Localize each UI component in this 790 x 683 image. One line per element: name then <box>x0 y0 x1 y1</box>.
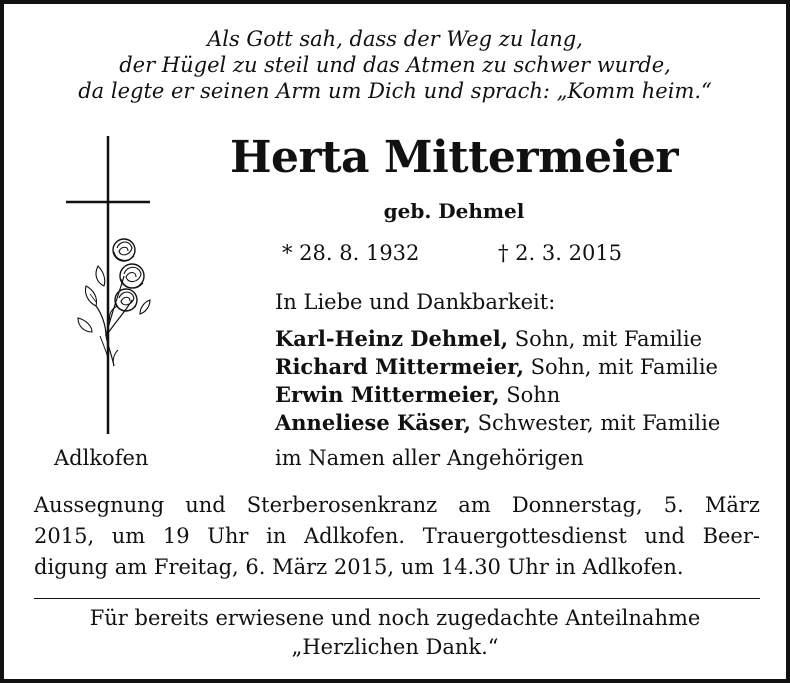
service-line-2: 2015, um 19 Uhr in Adlkofen. Trauergottesdienst und Beer- <box>34 524 760 548</box>
thanks-line-2: „Herzlichen Dank.“ <box>291 635 499 659</box>
verse <box>4 26 786 104</box>
mourner-name: Karl-Heinz Dehmel, <box>275 326 509 351</box>
mourner-entry <box>275 409 720 437</box>
verse-line-1: Als Gott sah, dass der Weg zu lang, <box>207 27 583 51</box>
mourner-entry <box>275 325 720 353</box>
place-name: Adlkofen <box>54 446 149 470</box>
mourner-relation: Schwester, mit Familie <box>470 411 721 435</box>
verse-line-2: der Hügel zu steil und das Atmen zu schwer wurde, <box>119 53 671 77</box>
cross-with-roses-icon <box>62 136 172 436</box>
birth-date: * 28. 8. 1932 <box>282 241 420 265</box>
service-line-1: Aussegnung und Sterberosenkranz am Donnerstag, 5. März <box>34 493 760 517</box>
thanks-line-1: Für bereits erwiesene und noch zugedachte Anteilnahme <box>89 606 701 630</box>
mourner-relation: Sohn, mit Familie <box>523 355 718 379</box>
service-line-3: digung am Freitag, 6. März 2015, um 14.30 Uhr in Adlkofen. <box>34 555 684 579</box>
verse-line-3: da legte er seinen Arm um Dich und sprach: „Komm heim.“ <box>78 79 712 103</box>
mourner-name: Erwin Mittermeier, <box>275 382 500 407</box>
all-relatives: im Namen aller Angehörigen <box>275 446 584 470</box>
mourner-relation: Sohn, mit Familie <box>508 327 703 351</box>
mourner-entry <box>275 353 720 381</box>
mourner-name: Richard Mittermeier, <box>275 354 524 379</box>
deceased-name: Herta Mittermeier <box>229 132 679 183</box>
mourner-relation: Sohn <box>499 383 561 407</box>
maiden-name: geb. Dehmel <box>383 199 525 223</box>
mourning-intro: In Liebe und Dankbarkeit: <box>275 290 556 314</box>
service-details <box>34 490 760 583</box>
thanks-note <box>4 604 786 662</box>
mourners-list <box>275 325 720 437</box>
mourner-entry <box>275 381 720 409</box>
death-date: † 2. 3. 2015 <box>498 241 623 265</box>
divider <box>34 598 760 599</box>
mourner-name: Anneliese Käser, <box>275 410 471 435</box>
